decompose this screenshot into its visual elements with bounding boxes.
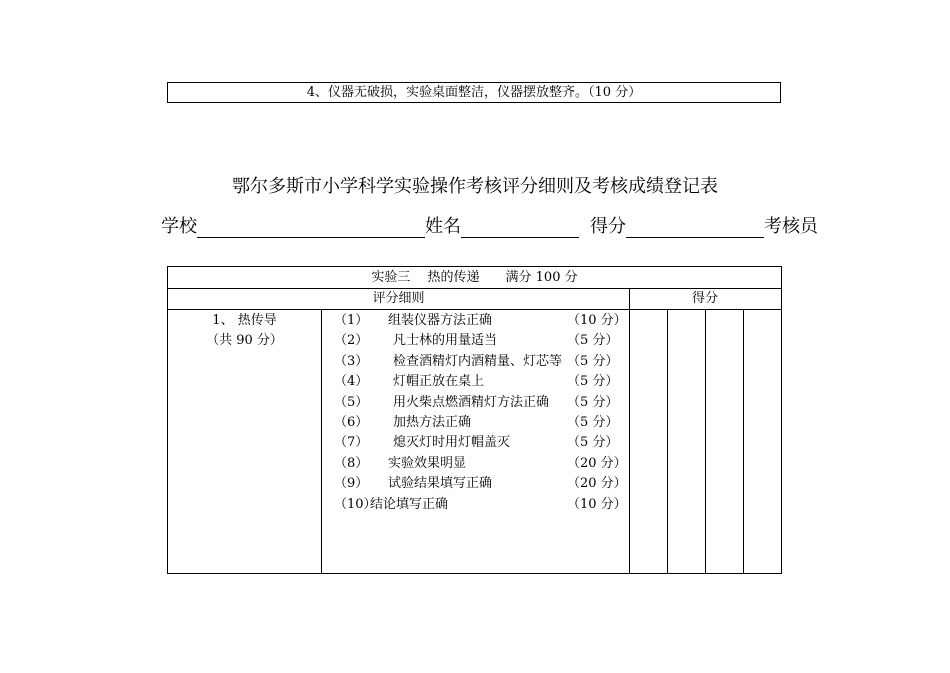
criterion-points: （20 分） bbox=[567, 455, 627, 471]
experiment-header: 实验三 热的传递 满分 100 分 bbox=[371, 270, 578, 285]
score-header: 得分 bbox=[691, 291, 718, 306]
criterion-number: （3） bbox=[334, 353, 369, 369]
criterion-points: （10 分） bbox=[567, 313, 627, 328]
section-total: （共 90 分） bbox=[206, 333, 283, 348]
criterion-label: 组装仪器方法正确 bbox=[388, 313, 493, 328]
criterion-number: （1） bbox=[334, 313, 369, 328]
criterion-label: 凡士林的用量适当 bbox=[393, 333, 498, 349]
criterion-points: （5 分） bbox=[567, 374, 619, 390]
scoring-table bbox=[167, 266, 782, 574]
criterion-label: 灯帽正放在桌上 bbox=[393, 374, 485, 390]
score-cell-divider bbox=[705, 309, 706, 573]
criterion-number: （6） bbox=[334, 415, 369, 430]
criterion-number: （2） bbox=[334, 333, 369, 349]
criterion-label: 实验效果明显 bbox=[388, 455, 467, 471]
criterion-number: （4） bbox=[334, 374, 369, 390]
column-divider bbox=[629, 288, 630, 573]
criterion-points: （5 分） bbox=[567, 333, 619, 349]
criterion-number: （7） bbox=[334, 435, 369, 451]
school-field[interactable] bbox=[197, 216, 425, 238]
criterion-number: （5） bbox=[334, 394, 369, 410]
criterion-label: 加热方法正确 bbox=[393, 415, 472, 430]
criterion-points: （10 分） bbox=[567, 496, 627, 512]
criterion-points: （5 分） bbox=[567, 415, 619, 430]
criterion-points: （20 分） bbox=[567, 476, 627, 492]
criterion-number: （8） bbox=[334, 455, 369, 471]
name-field[interactable] bbox=[461, 216, 579, 238]
criterion-number: （9） bbox=[334, 476, 369, 492]
school-label: 学校 bbox=[161, 216, 197, 237]
criterion-number: （10） bbox=[334, 496, 377, 512]
score-cell-divider bbox=[667, 309, 668, 573]
score-field[interactable] bbox=[626, 216, 764, 238]
criteria-header: 评分细则 bbox=[372, 291, 425, 306]
criterion-label: 检查酒精灯内酒精量、灯芯等 bbox=[393, 353, 563, 369]
row-divider bbox=[168, 288, 781, 289]
criterion-label: 试验结果填写正确 bbox=[388, 476, 493, 492]
examiner-label: 考核员 bbox=[764, 216, 818, 237]
page-title: 鄂尔多斯市小学科学实验操作考核评分细则及考核成绩登记表 bbox=[232, 176, 718, 197]
info-line bbox=[161, 216, 818, 240]
criterion-label: 用火柴点燃酒精灯方法正确 bbox=[393, 394, 550, 410]
row-divider bbox=[168, 309, 781, 310]
criterion-points: （5 分） bbox=[567, 394, 619, 410]
criterion-points: （5 分） bbox=[567, 435, 619, 451]
criterion-label: 熄灭灯时用灯帽盖灭 bbox=[393, 435, 511, 451]
score-label: 得分 bbox=[590, 216, 626, 237]
criterion-4-box bbox=[167, 82, 781, 103]
section-title: 1、 热传导 bbox=[212, 313, 277, 328]
name-label: 姓名 bbox=[425, 216, 461, 237]
score-cell-divider bbox=[743, 309, 744, 573]
column-divider bbox=[321, 309, 322, 573]
criterion-points: （5 分） bbox=[567, 353, 619, 369]
criterion-4-text: 4、仪器无破损，实验桌面整洁，仪器摆放整齐。（10 分） bbox=[306, 85, 642, 100]
criterion-label: 结论填写正确 bbox=[370, 496, 449, 512]
